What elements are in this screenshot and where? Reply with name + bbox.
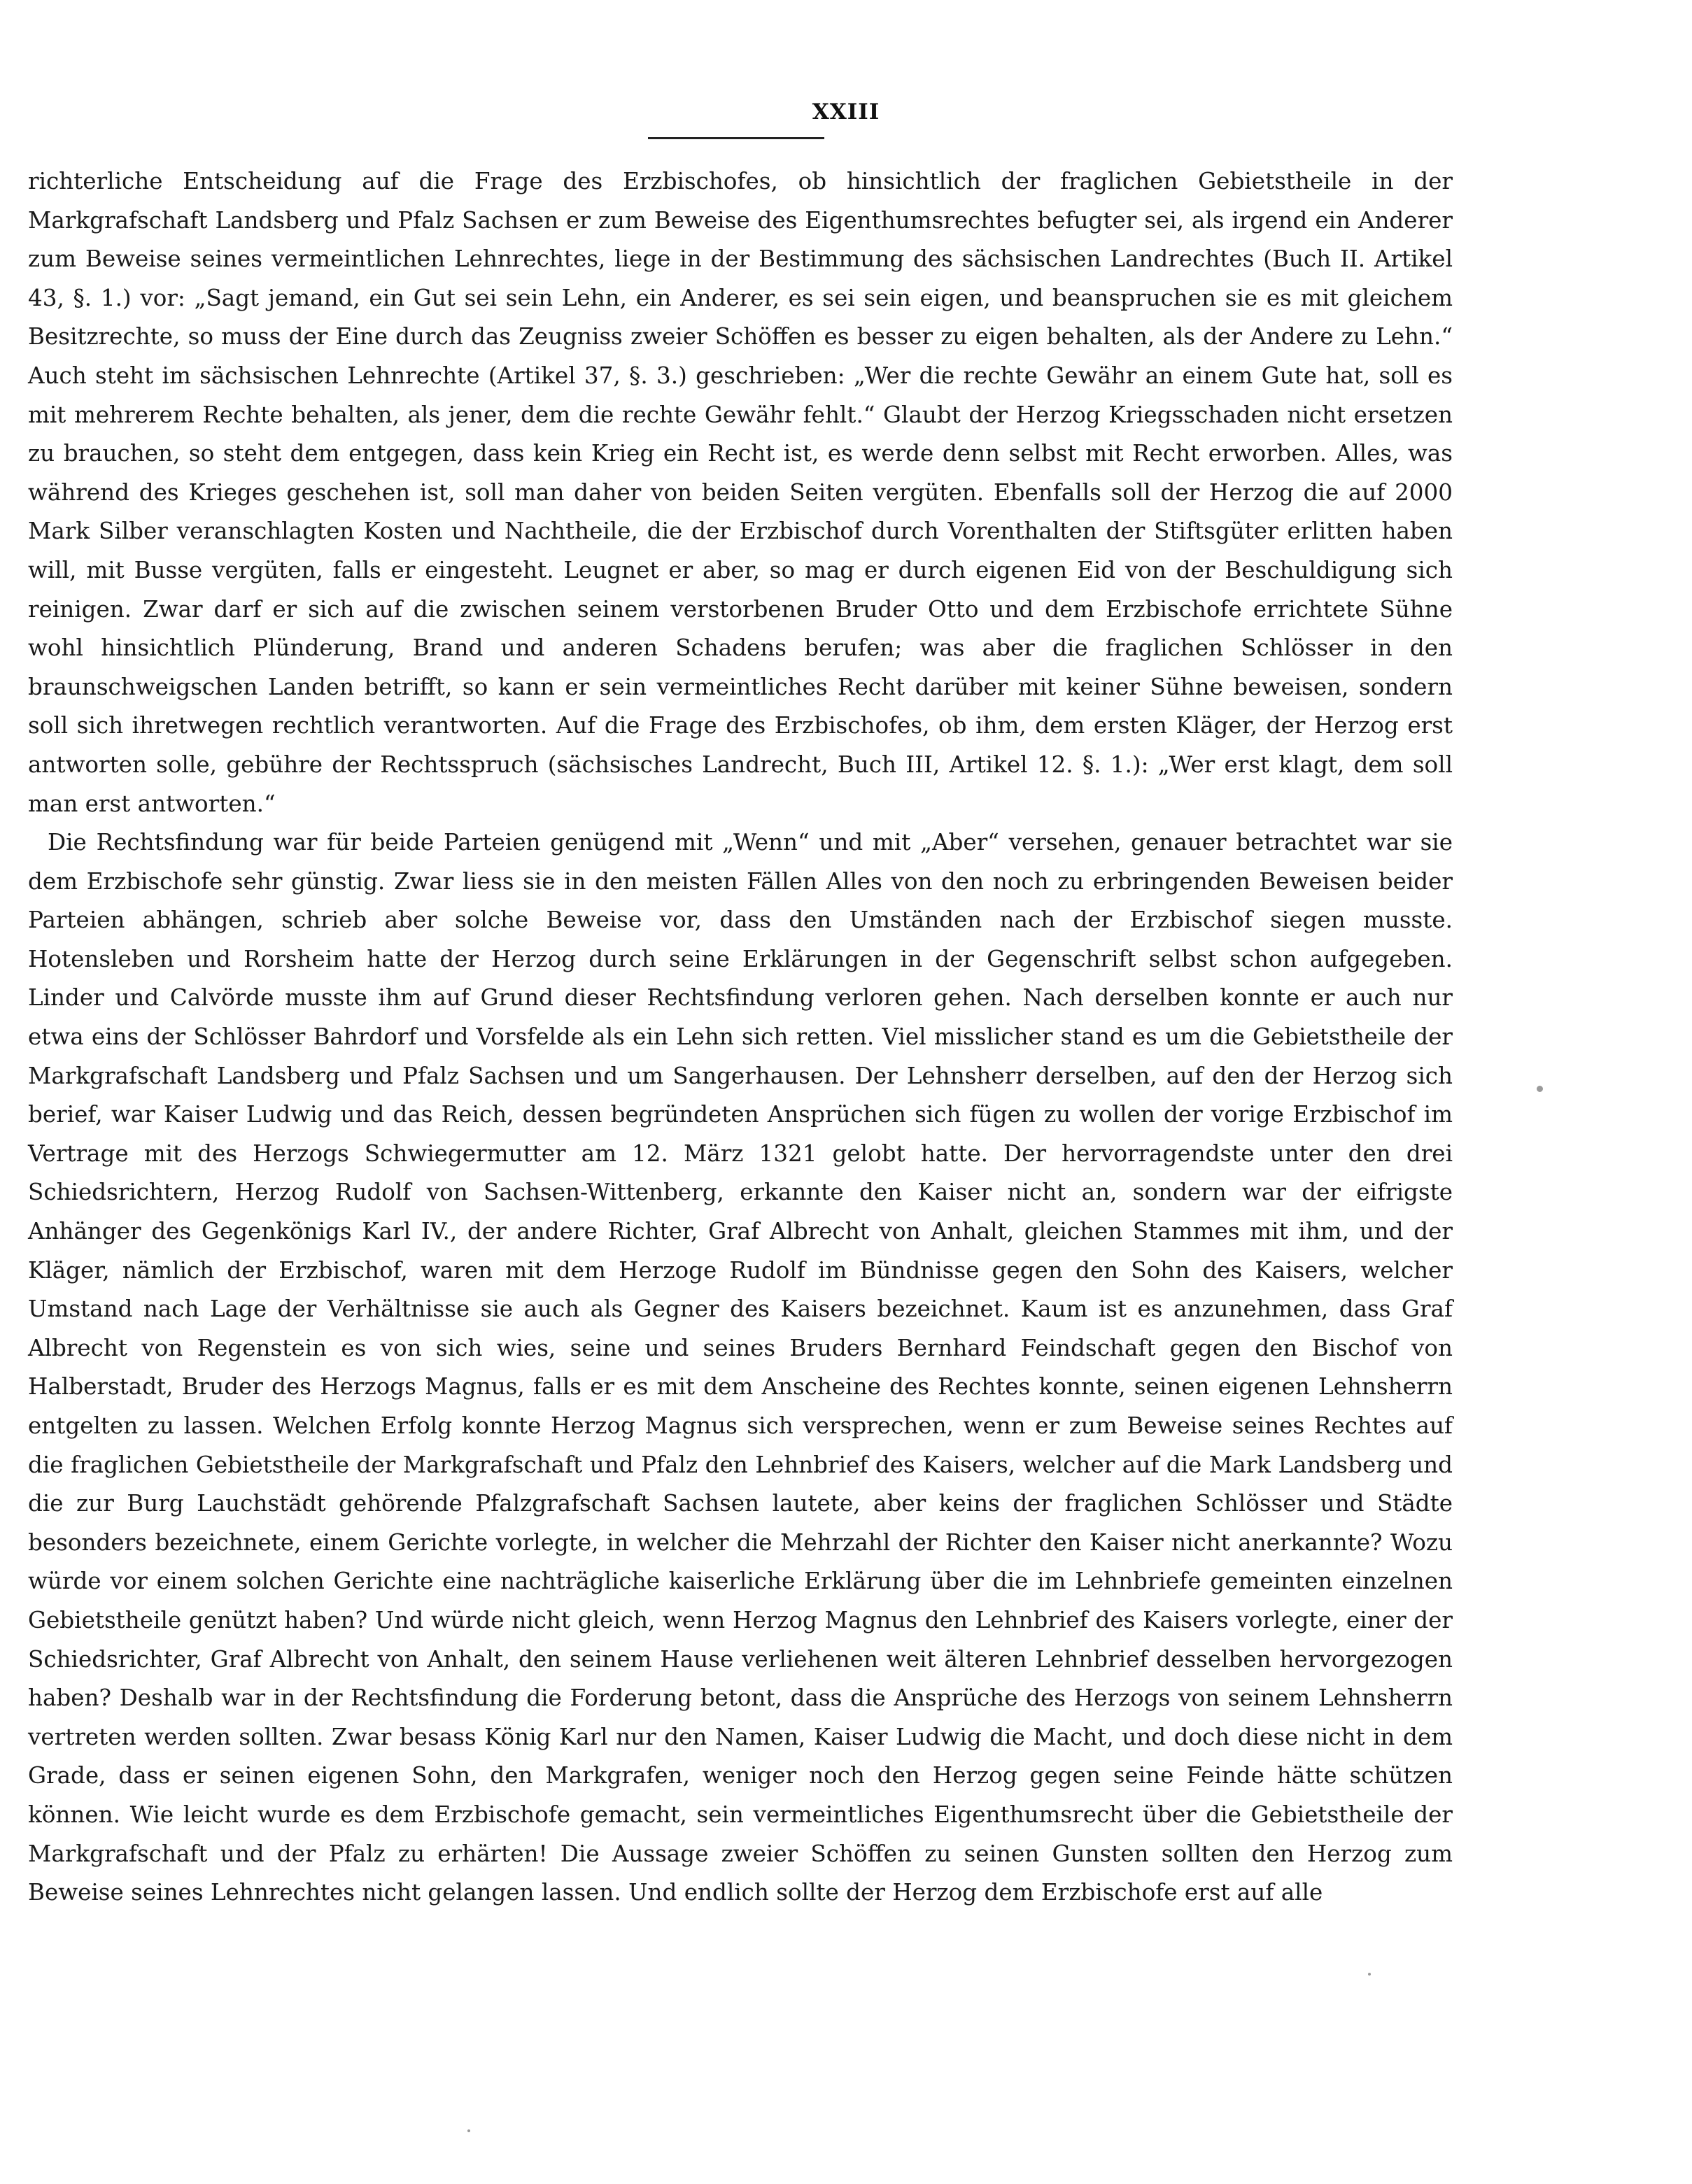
paragraph-rechtsfindung: Die Rechtsfindung war für beide Parteien genügend mit „Wenn“ und mit „Aber“ versehen, genauer betrachtet war sie dem Erzbischofe sehr günstig. Zwar liess sie in den meisten Fällen Alles von den noch zu erbringenden Beweisen beider Parteien abhängen, schrieb aber solche Beweise vor, dass den Umständen nach der Erzbischof siegen musste. Hotensleben und Rorsheim hatte der Herzog durch seine Erklärungen in der Gegenschrift selbst schon aufgegeben. Linder und Calvörde musste ihm auf Grund dieser Rechtsfindung verloren gehen. Nach derselben konnte er auch nur etwa eins der Schlösser Bahrdorf und Vorsfelde als ein Lehn sich retten. Viel misslicher stand es um die Gebietstheile der Markgrafschaft Landsberg und Pfalz Sachsen und um Sangerhausen. Der Lehnsherr derselben, auf den der Herzog sich berief, war Kaiser Ludwig und das Reich, dessen begründeten Ansprüchen sich fügen zu wollen der vorige Erzbischof im Vertrage mit des Herzogs Schwiegermutter am 12. März 1321 gelobt hatte. Der hervorragendste unter den drei Schiedsrichtern, Herzog Rudolf von Sachsen-Wittenberg, erkannte den Kaiser nicht an, sondern war der eifrigste Anhänger des Gegenkönigs Karl IV., der andere Richter, Graf Albrecht von Anhalt, gleichen Stammes mit ihm, und der Kläger, nämlich der Erzbischof, waren mit dem Herzoge Rudolf im Bündnisse gegen den Sohn des Kaisers, welcher Umstand nach Lage der Verhältnisse sie auch als Gegner des Kaisers bezeichnet. Kaum ist es anzunehmen, dass Graf Albrecht von Regenstein es von sich wies, seine und seines Bruders Bernhard Feindschaft gegen den Bischof von Halberstadt, Bruder des Herzogs Magnus, falls er es mit dem Anscheine des Rechtes konnte, seinen eigenen Lehnsherrn entgelten zu lassen. Welchen Erfolg konnte Herzog Magnus sich versprechen, wenn er zum Beweise seines Rechtes auf die fraglichen Gebietstheile der Markgrafschaft und Pfalz den Lehnbrief des Kaisers, welcher auf die Mark Landsberg und die zur Burg Lauchstädt gehörende Pfalzgrafschaft Sachsen lautete, aber keins der fraglichen Schlösser und Städte besonders bezeichnete, einem Gerichte vorlegte, in welcher die Mehrzahl der Richter den Kaiser nicht anerkannte? Wozu würde vor einem solchen Gerichte eine nachträgliche kaiserliche Erklärung über die im Lehnbriefe gemeinten einzelnen Gebietstheile genützt haben? Und würde nicht gleich, wenn Herzog Magnus den Lehnbrief des Kaisers vorlegte, einer der Schiedsrichter, Graf Albrecht von Anhalt, den seinem Hause verliehenen weit älteren Lehnbrief desselben hervorgezogen haben? Deshalb war in der Rechtsfindung die Forderung betont, dass die Ansprüche des Herzogs von seinem Lehnsherrn vertreten werden sollten. Zwar besass König Karl nur den Namen, Kaiser Ludwig die Macht, und doch diese nicht in dem Grade, dass er seinen eigenen Sohn, den Markgrafen, weniger noch den Herzog gegen seine Feinde hätte schützen können. Wie leicht wurde es dem Erzbischofe gemacht, sein vermeintliches Eigenthumsrecht über die Gebietstheile der Markgrafschaft und der Pfalz zu erhärten! Die Aussage zweier Schöffen zu seinen Gunsten sollten den Herzog zum Beweise seines Lehnrechtes nicht gelangen lassen. Und endlich sollte der Herzog dem Erzbischofe erst auf alle (28, 829, 1453, 1906)
margin-speck (467, 2129, 470, 2132)
header-rule (648, 137, 824, 139)
page-number: XXIII (812, 99, 880, 125)
margin-speck (1537, 1086, 1543, 1092)
body-text (28, 162, 1453, 1913)
margin-speck (1368, 1973, 1371, 1976)
paragraph-continued: richterliche Entscheidung auf die Frage des Erzbischofes, ob hinsichtlich der fraglichen Gebietstheile in der Markgrafschaft Landsberg und Pfalz Sachsen er zum Beweise des Eigenthumsrechtes befugter sei, als irgend ein Anderer zum Beweise seines vermeintlichen Lehnrechtes, liege in der Bestimmung des sächsischen Landrechtes (Buch II. Artikel 43, §. 1.) vor: „Sagt jemand, ein Gut sei sein Lehn, ein Anderer, es sei sein eigen, und beanspruchen sie es mit gleichem Besitzrechte, so muss der Eine durch das Zeugniss zweier Schöffen es besser zu eigen behalten, als der Andere zu Lehn.“ Auch steht im sächsischen Lehnrechte (Artikel 37, §. 3.) geschrieben: „Wer die rechte Gewähr an einem Gute hat, soll es mit mehrerem Rechte behalten, als jener, dem die rechte Gewähr fehlt.“ Glaubt der Herzog Kriegsschaden nicht ersetzen zu brauchen, so steht dem entgegen, dass kein Krieg ein Recht ist, es werde denn selbst mit Recht erworben. Alles, was während des Krieges geschehen ist, soll man daher von beiden Seiten vergüten. Ebenfalls soll der Herzog die auf 2000 Mark Silber veranschlagten Kosten und Nachtheile, die der Erzbischof durch Vorenthalten der Stiftsgüter erlitten haben will, mit Busse vergüten, falls er eingesteht. Leugnet er aber, so mag er durch eigenen Eid von der Beschuldigung sich reinigen. Zwar darf er sich auf die zwischen seinem verstorbenen Bruder Otto und dem Erzbischofe errichtete Sühne wohl hinsichtlich Plünderung, Brand und anderen Schadens berufen; was aber die fraglichen Schlösser in den braunschweigschen Landen betrifft, so kann er sein vermeintliches Recht darüber mit keiner Sühne beweisen, sondern soll sich ihretwegen rechtlich verantworten. Auf die Frage des Erzbischofes, ob ihm, dem ersten Kläger, der Herzog erst antworten solle, gebühre der Rechtsspruch (sächsisches Landrecht, Buch III, Artikel 12. §. 1.): „Wer erst klagt, dem soll man erst antworten.“ (28, 168, 1453, 817)
